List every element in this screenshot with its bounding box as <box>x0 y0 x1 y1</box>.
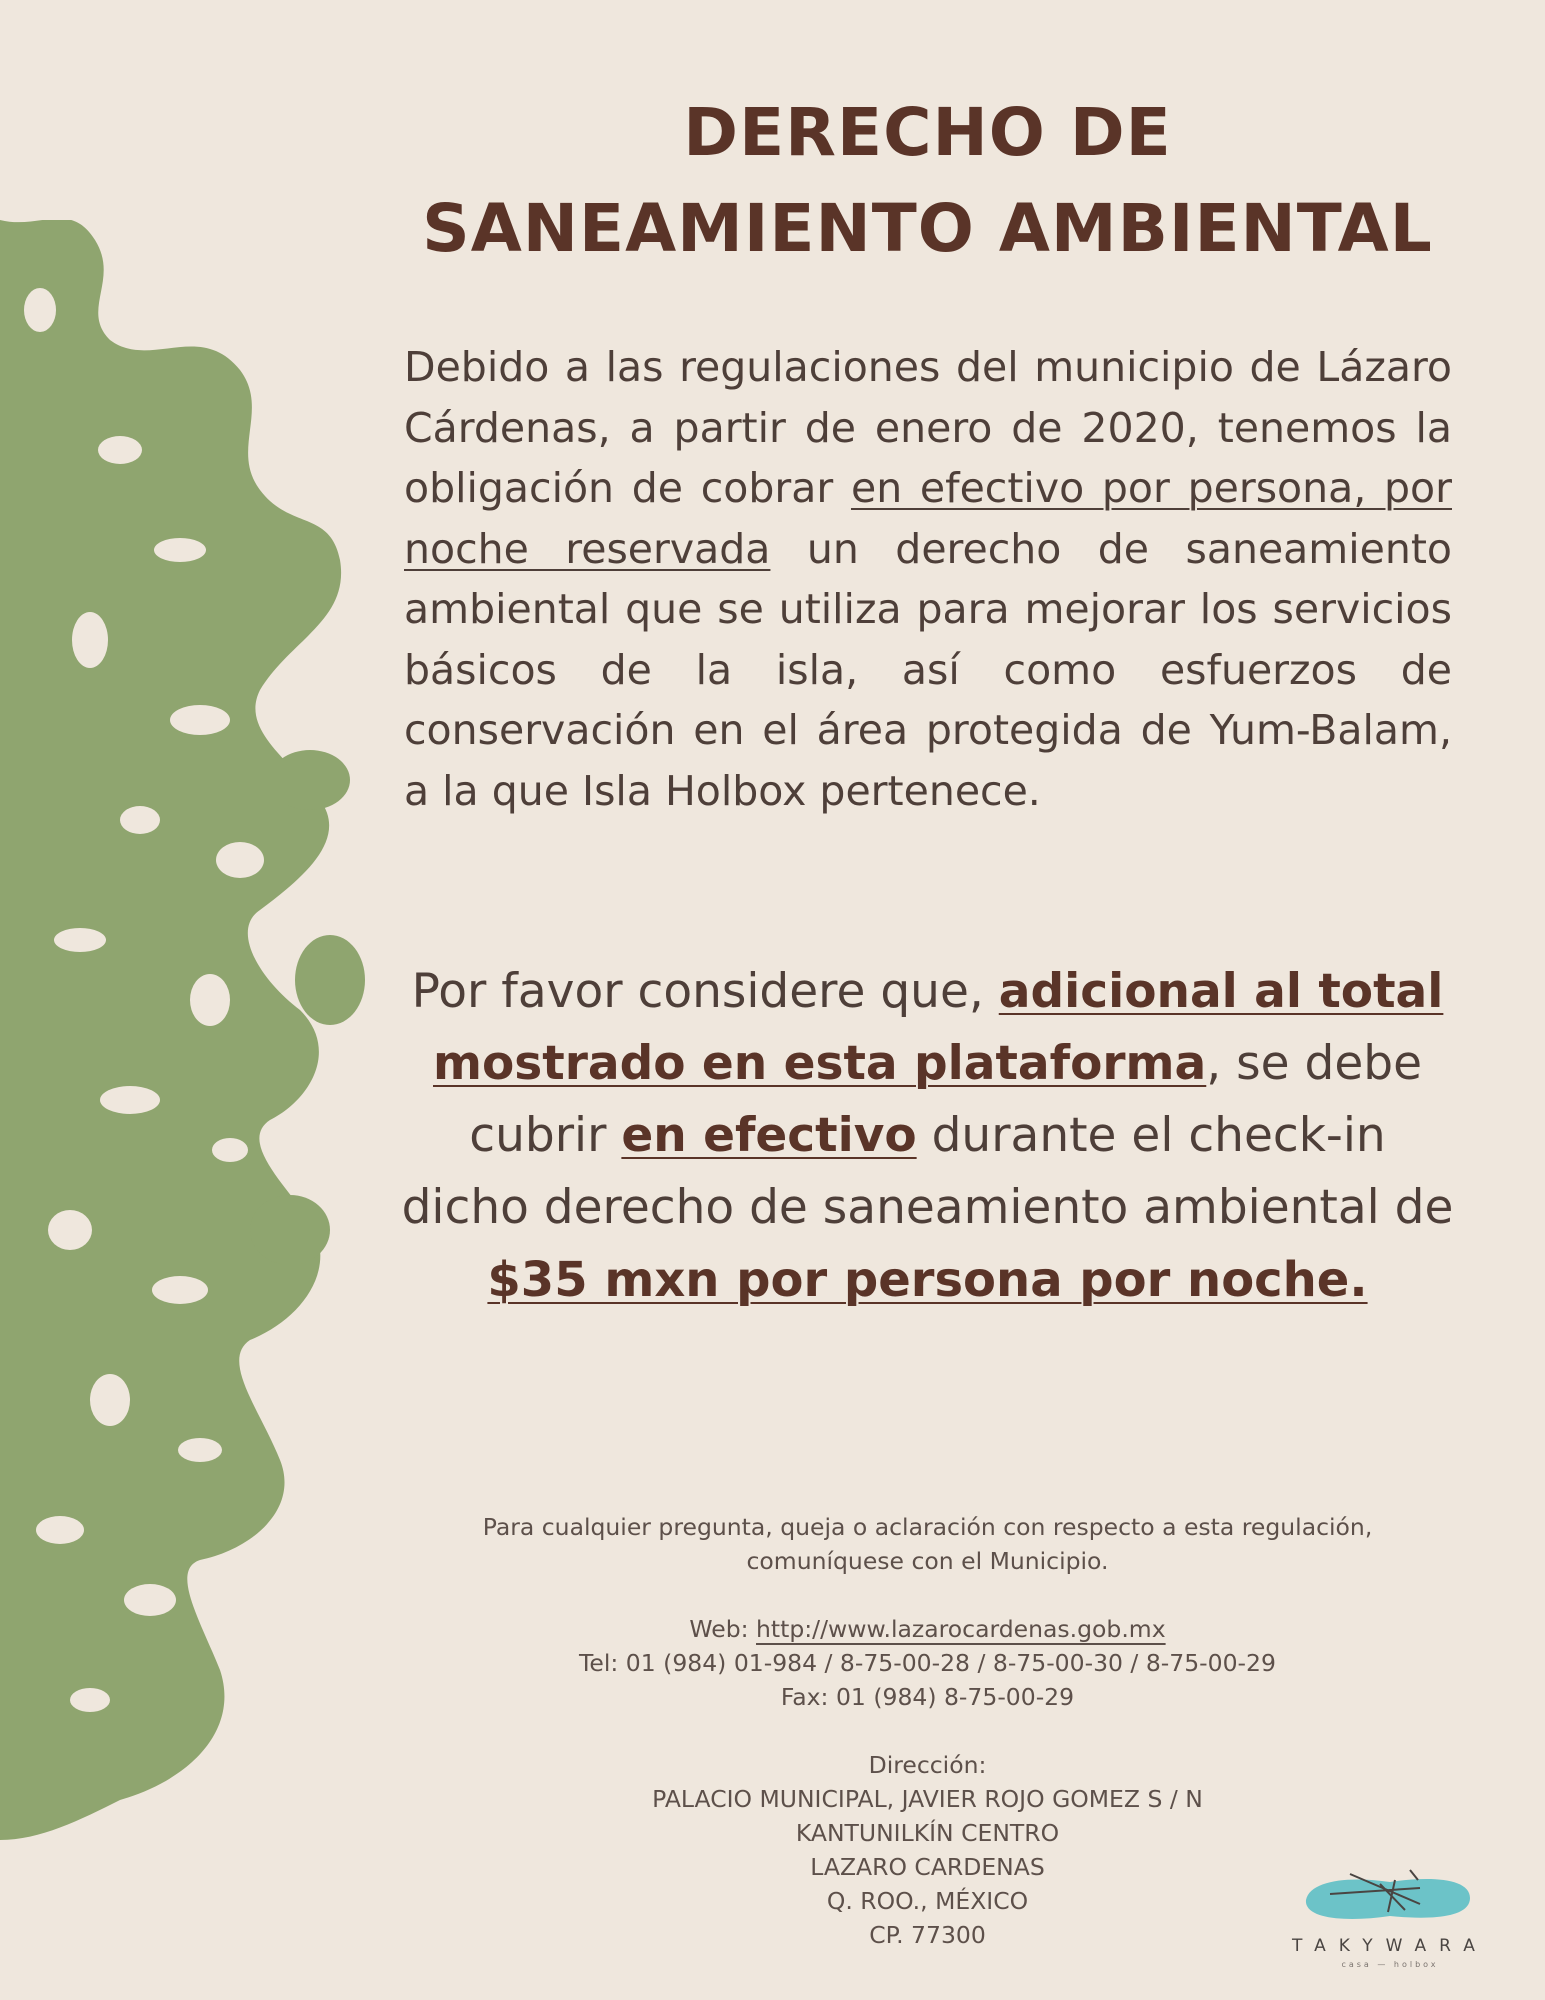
coral-icon <box>0 220 400 1840</box>
notice-text-2: , se debe cubrir <box>469 1036 1422 1163</box>
notice-bold-2: en efectivo <box>621 1108 917 1163</box>
contact-intro-line-2: comuníquese con el Municipio. <box>746 1547 1109 1575</box>
brand-logo <box>1270 1860 1510 1980</box>
address-line: CP. 77300 <box>869 1921 986 1949</box>
intro-text-2: un derecho de saneamiento ambiental que se utiliza para mejorar los servicios básicos de la isla, así como esfuerzos de conservación en el área protegida de Yum-Balam, a la que Isla Holbox pertenece. <box>404 524 1453 815</box>
page-title <box>400 85 1455 277</box>
web-label: Web: <box>689 1615 757 1643</box>
document-content <box>400 0 1455 2000</box>
address-line: LAZARO CARDENAS <box>810 1853 1045 1881</box>
title-line-1: DERECHO DE <box>683 94 1172 171</box>
address-line: Q. ROO., MÉXICO <box>826 1887 1029 1915</box>
address-label: Dirección: <box>868 1751 987 1779</box>
intro-paragraph <box>404 337 1452 821</box>
title-line-2: SANEAMIENTO AMBIENTAL <box>422 190 1433 267</box>
contact-intro-line-1: Para cualquier pregunta, queja o aclaración con respecto a esta regulación, <box>482 1513 1373 1541</box>
address-line: KANTUNILKÍN CENTRO <box>795 1819 1060 1847</box>
address-line: PALACIO MUNICIPAL, JAVIER ROJO GOMEZ S / N <box>652 1785 1203 1813</box>
web-link[interactable]: http://www.lazarocardenas.gob.mx <box>756 1615 1166 1643</box>
logo-subtitle: casa — holbox <box>1341 1960 1439 1969</box>
logo-name: TAKYWARA <box>1292 1936 1488 1956</box>
intro-text-1: Debido a las regulaciones del municipio de Lázaro Cárdenas, a partir de enero de 2020, tenemos la obligación de cobrar <box>404 343 1452 512</box>
notice-text-3: durante el check-in dicho derecho de saneamiento ambiental de <box>401 1108 1454 1235</box>
notice-text-1: Por favor considere que, <box>411 964 999 1019</box>
tel-line: Tel: 01 (984) 01-984 / 8-75-00-28 / 8-75-00-30 / 8-75-00-29 <box>579 1649 1276 1677</box>
notice-bold-1: adicional al total mostrado en esta plataforma <box>433 964 1444 1091</box>
fax-line: Fax: 01 (984) 8-75-00-29 <box>780 1683 1075 1711</box>
takywara-logo-icon <box>1270 1860 1510 1932</box>
web-line <box>400 1612 1455 1646</box>
fee-price: $35 mxn por persona por noche. <box>487 1252 1368 1308</box>
intro-underlined: en efectivo por persona, por noche reservada <box>404 464 1452 573</box>
notice-paragraph <box>400 956 1455 1316</box>
